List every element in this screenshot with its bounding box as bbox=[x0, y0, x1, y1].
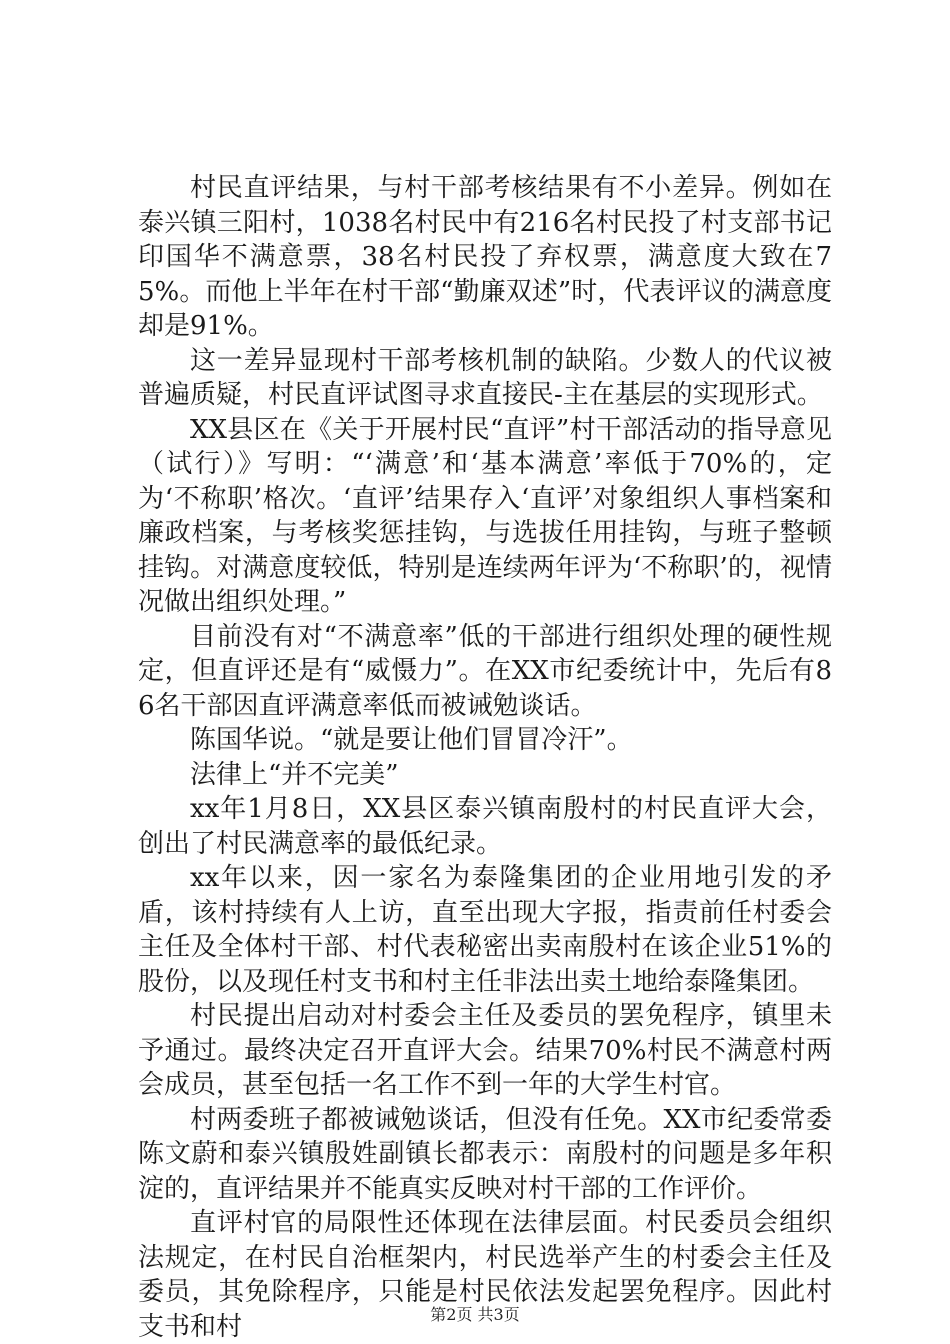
paragraph: 村民直评结果，与村干部考核结果有不小差异。例如在泰兴镇三阳村，1038名村民中有216名村民投了村支部书记印国华不满意票，38名村民投了弃权票，满意度大致在75%。而他上半年在村干部“勤廉双述”时，代表评议的满意度却是91%。 bbox=[138, 173, 832, 341]
paragraph: XX县区在《关于开展村民“直评”村干部活动的指导意见（试行）》写明：“‘满意’和‘基本满意’率低于70%的，定为‘不称职’格次。‘直评’结果存入‘直评’对象组织人事档案和廉政档案，与考核奖惩挂钩，与选拔任用挂钩，与班子整顿挂钩。对满意度较低，特别是连续两年评为‘不称职’的，视情况做出组织处理。” bbox=[138, 414, 832, 617]
paragraph: 这一差异显现村干部考核机制的缺陷。少数人的代议被普遍质疑，村民直评试图寻求直接民-主在基层的实现形式。 bbox=[138, 345, 832, 410]
paragraph: 目前没有对“不满意率”低的干部进行组织处理的硬性规定，但直评还是有“威慑力”。在XX市纪委统计中，先后有86名干部因直评满意率低而被诫勉谈话。 bbox=[138, 621, 832, 721]
page-footer: 第2页 共3页 bbox=[430, 1305, 520, 1324]
document-body bbox=[138, 171, 832, 1344]
paragraph: xx年以来，因一家名为泰隆集团的企业用地引发的矛盾，该村持续有人上访，直至出现大字报，指责前任村委会主任及全体村干部、村代表秘密出卖南殷村在该企业51%的股份，以及现任村支书和村主任非法出卖土地给泰隆集团。 bbox=[138, 863, 832, 997]
section-heading: 法律上“并不完美” bbox=[190, 759, 399, 790]
paragraph: 村民提出启动对村委会主任及委员的罢免程序，镇里未予通过。最终决定召开直评大会。结果70%村民不满意村两会成员，甚至包括一名工作不到一年的大学生村官。 bbox=[138, 1001, 832, 1100]
paragraph: xx年1月8日，XX县区泰兴镇南殷村的村民直评大会，创出了村民满意率的最低纪录。 bbox=[138, 794, 832, 859]
paragraph: 直评村官的局限性还体现在法律层面。村民委员会组织法规定，在村民自治框架内，村民选举产生的村委会主任及委员，其免除程序，只能是村民依法发起罢免程序。因此村支书和村 bbox=[138, 1208, 832, 1342]
paragraph: 村两委班子都被诫勉谈话，但没有任免。XX市纪委常委陈文蔚和泰兴镇殷姓副镇长都表示：南殷村的问题是多年积淀的，直评结果并不能真实反映对村干部的工作评价。 bbox=[138, 1104, 832, 1204]
paragraph: 陈国华说。“就是要让他们冒冒冷汗”。 bbox=[190, 725, 633, 755]
